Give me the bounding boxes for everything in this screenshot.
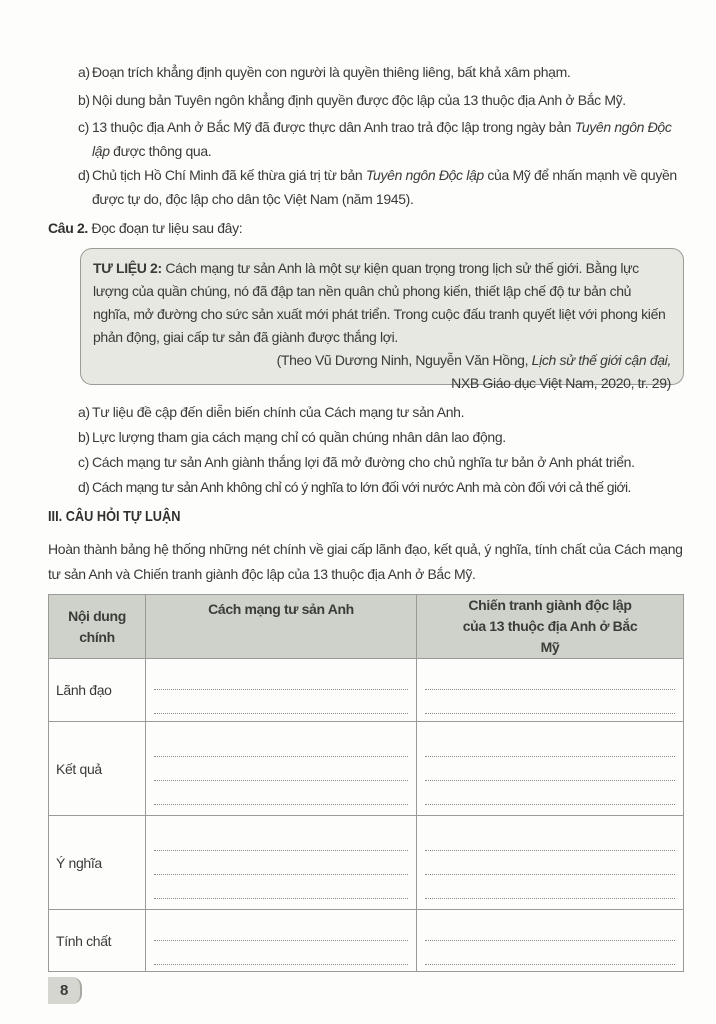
table-row xyxy=(49,659,684,722)
option-text: Đoạn trích khẳng định quyền con người là quyền thiêng liêng, bất khả xâm phạm. xyxy=(92,64,571,80)
option-label: d) xyxy=(78,479,90,495)
header-content: Nội dung chính xyxy=(49,595,146,659)
option-text: Nội dung bản Tuyên ngôn khẳng định quyền được độc lập của 13 thuộc địa Anh ở Bắc Mỹ. xyxy=(92,92,626,108)
answer-cell[interactable] xyxy=(146,722,417,816)
option-label: a) xyxy=(78,404,90,420)
option-text: Lực lượng tham gia cách mạng chỉ có quần chúng nhân dân lao động. xyxy=(92,429,506,445)
option-label: b) xyxy=(78,92,90,108)
header-american-war: Chiến tranh giành độc lập của 13 thuộc địa Anh ở Bắc Mỹ xyxy=(417,595,684,659)
option-label: c) xyxy=(78,454,89,470)
q1-option-b xyxy=(78,88,690,112)
option-text: Cách mạng tư sản Anh không chỉ có ý nghĩa to lớn đối với nước Anh mà còn đối với cả thế giới. xyxy=(92,479,631,495)
option-label: d) xyxy=(78,167,90,183)
answer-cell[interactable] xyxy=(417,722,684,816)
text: được thông qua. xyxy=(109,143,212,159)
instruction-text: Hoàn thành bảng hệ thống những nét chính về giai cấp lãnh đạo, kết quả, ý nghĩa, tính chất của Cách mạng tư sản Anh và Chiến tranh giành độc lập của 13 thuộc địa Anh ở Bắc Mỹ. xyxy=(48,541,683,582)
question-label: Câu 2. xyxy=(48,220,88,236)
answer-cell[interactable] xyxy=(146,816,417,910)
option-text xyxy=(78,115,690,163)
question-prompt: Đọc đoạn tư liệu sau đây: xyxy=(91,220,243,236)
option-label: b) xyxy=(78,429,90,445)
italic-title: Tuyên ngôn Độc lập xyxy=(365,167,484,183)
q1-option-c xyxy=(78,115,690,163)
row-label: Ý nghĩa xyxy=(49,816,146,910)
table-row xyxy=(49,816,684,910)
header-english-revolution: Cách mạng tư sản Anh xyxy=(146,595,417,659)
answer-cell[interactable] xyxy=(146,659,417,722)
q1-option-d xyxy=(78,163,690,211)
q1-option-a xyxy=(78,60,690,84)
row-label: Lãnh đạo xyxy=(49,659,146,722)
q2-option-d xyxy=(78,475,690,499)
text: Chủ tịch Hồ Chí Minh đã kế thừa giá trị từ bản xyxy=(92,167,366,183)
source-box xyxy=(80,248,684,391)
citation-publisher: NXB Giáo dục Việt Nam, 2020, tr. 29) xyxy=(451,375,671,391)
row-label: Kết quả xyxy=(49,722,146,816)
section-heading: III. CÂU HỎI TỰ LUẬN xyxy=(48,508,181,525)
q2-option-b xyxy=(78,425,690,449)
q2-option-c xyxy=(78,450,690,474)
source-title: TƯ LIỆU 2: xyxy=(93,260,162,276)
q2-option-a xyxy=(78,400,690,424)
answer-cell[interactable] xyxy=(417,816,684,910)
italic-title: Tuyên ngôn Độc lập xyxy=(92,119,672,159)
option-text xyxy=(78,163,690,211)
option-text: Cách mạng tư sản Anh giành thắng lợi đã mở đường cho chủ nghĩa tư bản ở Anh phát triển. xyxy=(92,454,635,470)
source-text: Cách mạng tư sản Anh là một sự kiện quan trọng trong lịch sử thế giới. Bằng lực lượng của quần chúng, nó đã đập tan nền quân chủ phong kiến, thiết lập chế độ tư bản chủ nghĩa, mở đường cho sức sản xuất mới phát triển. Trong cuộc đấu tranh quyết liệt với phong kiến phản động, giai cấp tư sản đã giành được thắng lợi. xyxy=(93,260,666,345)
answer-cell[interactable] xyxy=(146,910,417,972)
citation-book: Lịch sử thế giới cận đại, xyxy=(531,352,671,368)
text: của Mỹ để nhấn mạnh về quyền được tự do, độc lập cho dân tộc Việt Nam (năm 1945). xyxy=(92,167,677,207)
question-2 xyxy=(48,217,242,239)
summary-table xyxy=(48,594,684,972)
page-number: 8 xyxy=(48,977,82,1004)
option-label: a) xyxy=(78,64,90,80)
option-text: Tư liệu đề cập đến diễn biến chính của Cách mạng tư sản Anh. xyxy=(92,404,465,420)
text: 13 thuộc địa Anh ở Bắc Mỹ đã được thực dân Anh trao trả độc lập trong ngày bản xyxy=(92,119,575,135)
citation xyxy=(93,349,671,372)
table-row xyxy=(49,910,684,972)
answer-cell[interactable] xyxy=(417,659,684,722)
citation-text: (Theo Vũ Dương Ninh, Nguyễn Văn Hồng, xyxy=(276,352,532,368)
row-label: Tính chất xyxy=(49,910,146,972)
table-header-row xyxy=(49,595,684,659)
answer-cell[interactable] xyxy=(417,910,684,972)
table-row xyxy=(49,722,684,816)
option-label: c) xyxy=(78,119,89,135)
source-body xyxy=(93,257,671,349)
